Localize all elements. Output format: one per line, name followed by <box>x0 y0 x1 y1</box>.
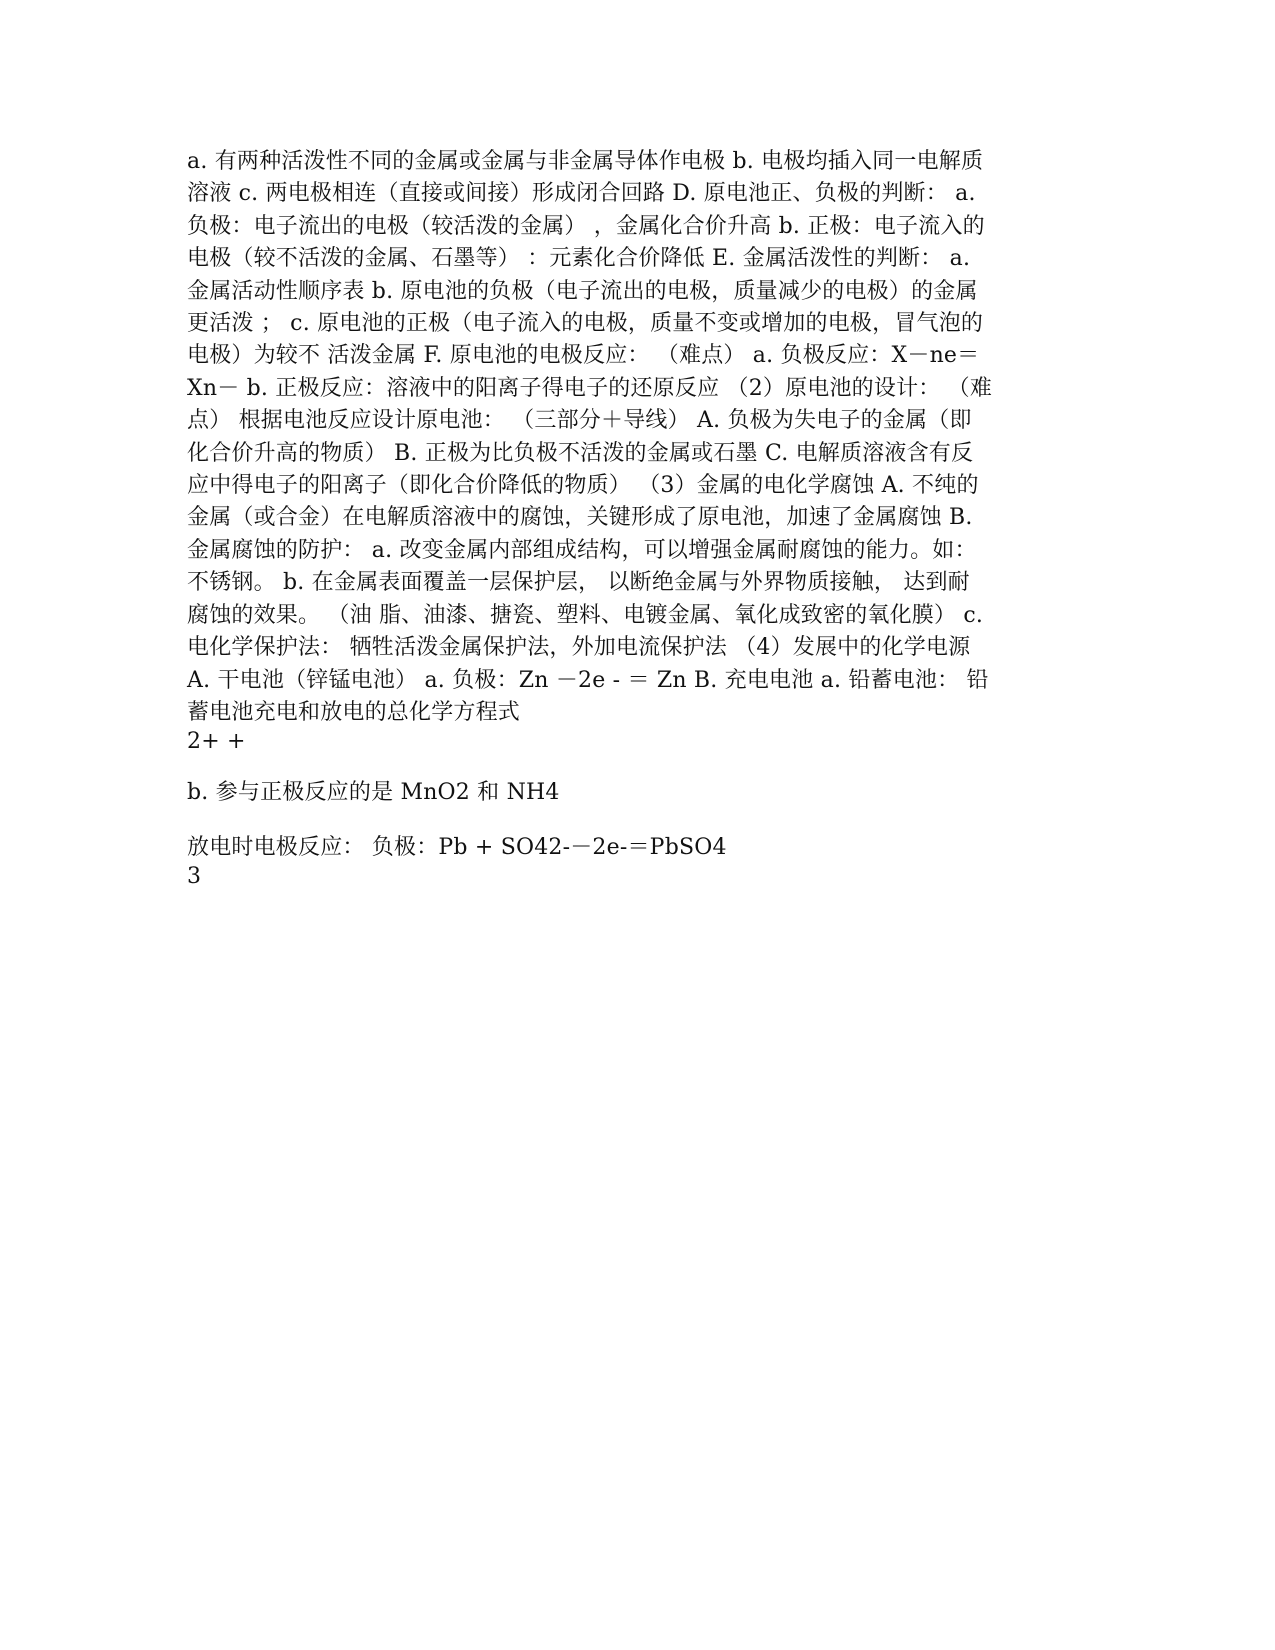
body-line: 更活泼 ； c. 原电池的正极（电子流入的电极，质量不变或增加的电极，冒气泡的 <box>187 311 984 337</box>
body-line: 点） 根据电池反应设计原电池： （三部分＋导线） A. 负极为失电子的金属（即 <box>187 408 972 434</box>
body-line: 腐蚀的效果。 （油 脂、油漆、搪瓷、塑料、电镀金属、氧化成致密的氧化膜） c. <box>187 602 984 628</box>
mno2-line: b. 参与正极反应的是 MnO2 和 NH4 <box>187 780 560 806</box>
body-line: 不锈钢。 b. 在金属表面覆盖一层保护层， 以断绝金属与外界物质接触， 达到耐 <box>187 570 970 596</box>
superscript-fragment: 2+ + <box>187 729 246 755</box>
body-line: 蓄电池充电和放电的总化学方程式 <box>187 699 521 725</box>
body-line: 电极（较不活泼的金属、石墨等） ：元素化合价降低 E. 金属活泼性的判断： a. <box>187 246 971 272</box>
subscript-fragment: 3 <box>187 864 202 890</box>
body-line: 金属腐蚀的防护： a. 改变金属内部组成结构，可以增强金属耐腐蚀的能力。如： <box>187 537 977 563</box>
body-line: 金属（或合金）在电解质溶液中的腐蚀，关键形成了原电池，加速了金属腐蚀 B. <box>187 505 973 531</box>
body-line: 负极：电子流出的电极（较活泼的金属） ，金属化合价升高 b. 正极：电子流入的 <box>187 213 985 239</box>
discharge-line: 放电时电极反应： 负极：Pb + SO42-－2e-＝PbSO4 <box>187 834 727 860</box>
document-body <box>187 146 1097 890</box>
body-line: 化合价升高的物质） B. 正极为比负极不活泼的金属或石墨 C. 电解质溶液含有反 <box>187 440 974 466</box>
body-line: a. 有两种活泼性不同的金属或金属与非金属导体作电极 b. 电极均插入同一电解质 <box>187 149 984 174</box>
body-line: 金属活动性顺序表 b. 原电池的负极（电子流出的电极，质量减少的电极）的金属 <box>187 278 978 304</box>
body-line: 应中得电子的阳离子（即化合价降低的物质） （3）金属的电化学腐蚀 A. 不纯的 <box>187 473 979 499</box>
body-line: 溶液 c. 两电极相连（直接或间接）形成闭合回路 D. 原电池正、负极的判断： a. <box>187 181 976 207</box>
spacer <box>187 755 1097 777</box>
body-line: A. 干电池（锌锰电池） a. 负极：Zn －2e - ＝ Zn B. 充电电池 a. 铅蓄电池： 铅 <box>187 667 989 693</box>
body-line: Xn－ b. 正极反应：溶液中的阳离子得电子的还原反应 （2）原电池的设计： （难 <box>187 375 993 401</box>
spacer <box>187 810 1097 832</box>
body-line: 电化学保护法： 牺牲活泼金属保护法，外加电流保护法 （4）发展中的化学电源 <box>187 635 971 661</box>
body-line: 电极）为较不 活泼金属 F. 原电池的电极反应： （难点） a. 负极反应：X－ne＝ <box>187 343 980 369</box>
